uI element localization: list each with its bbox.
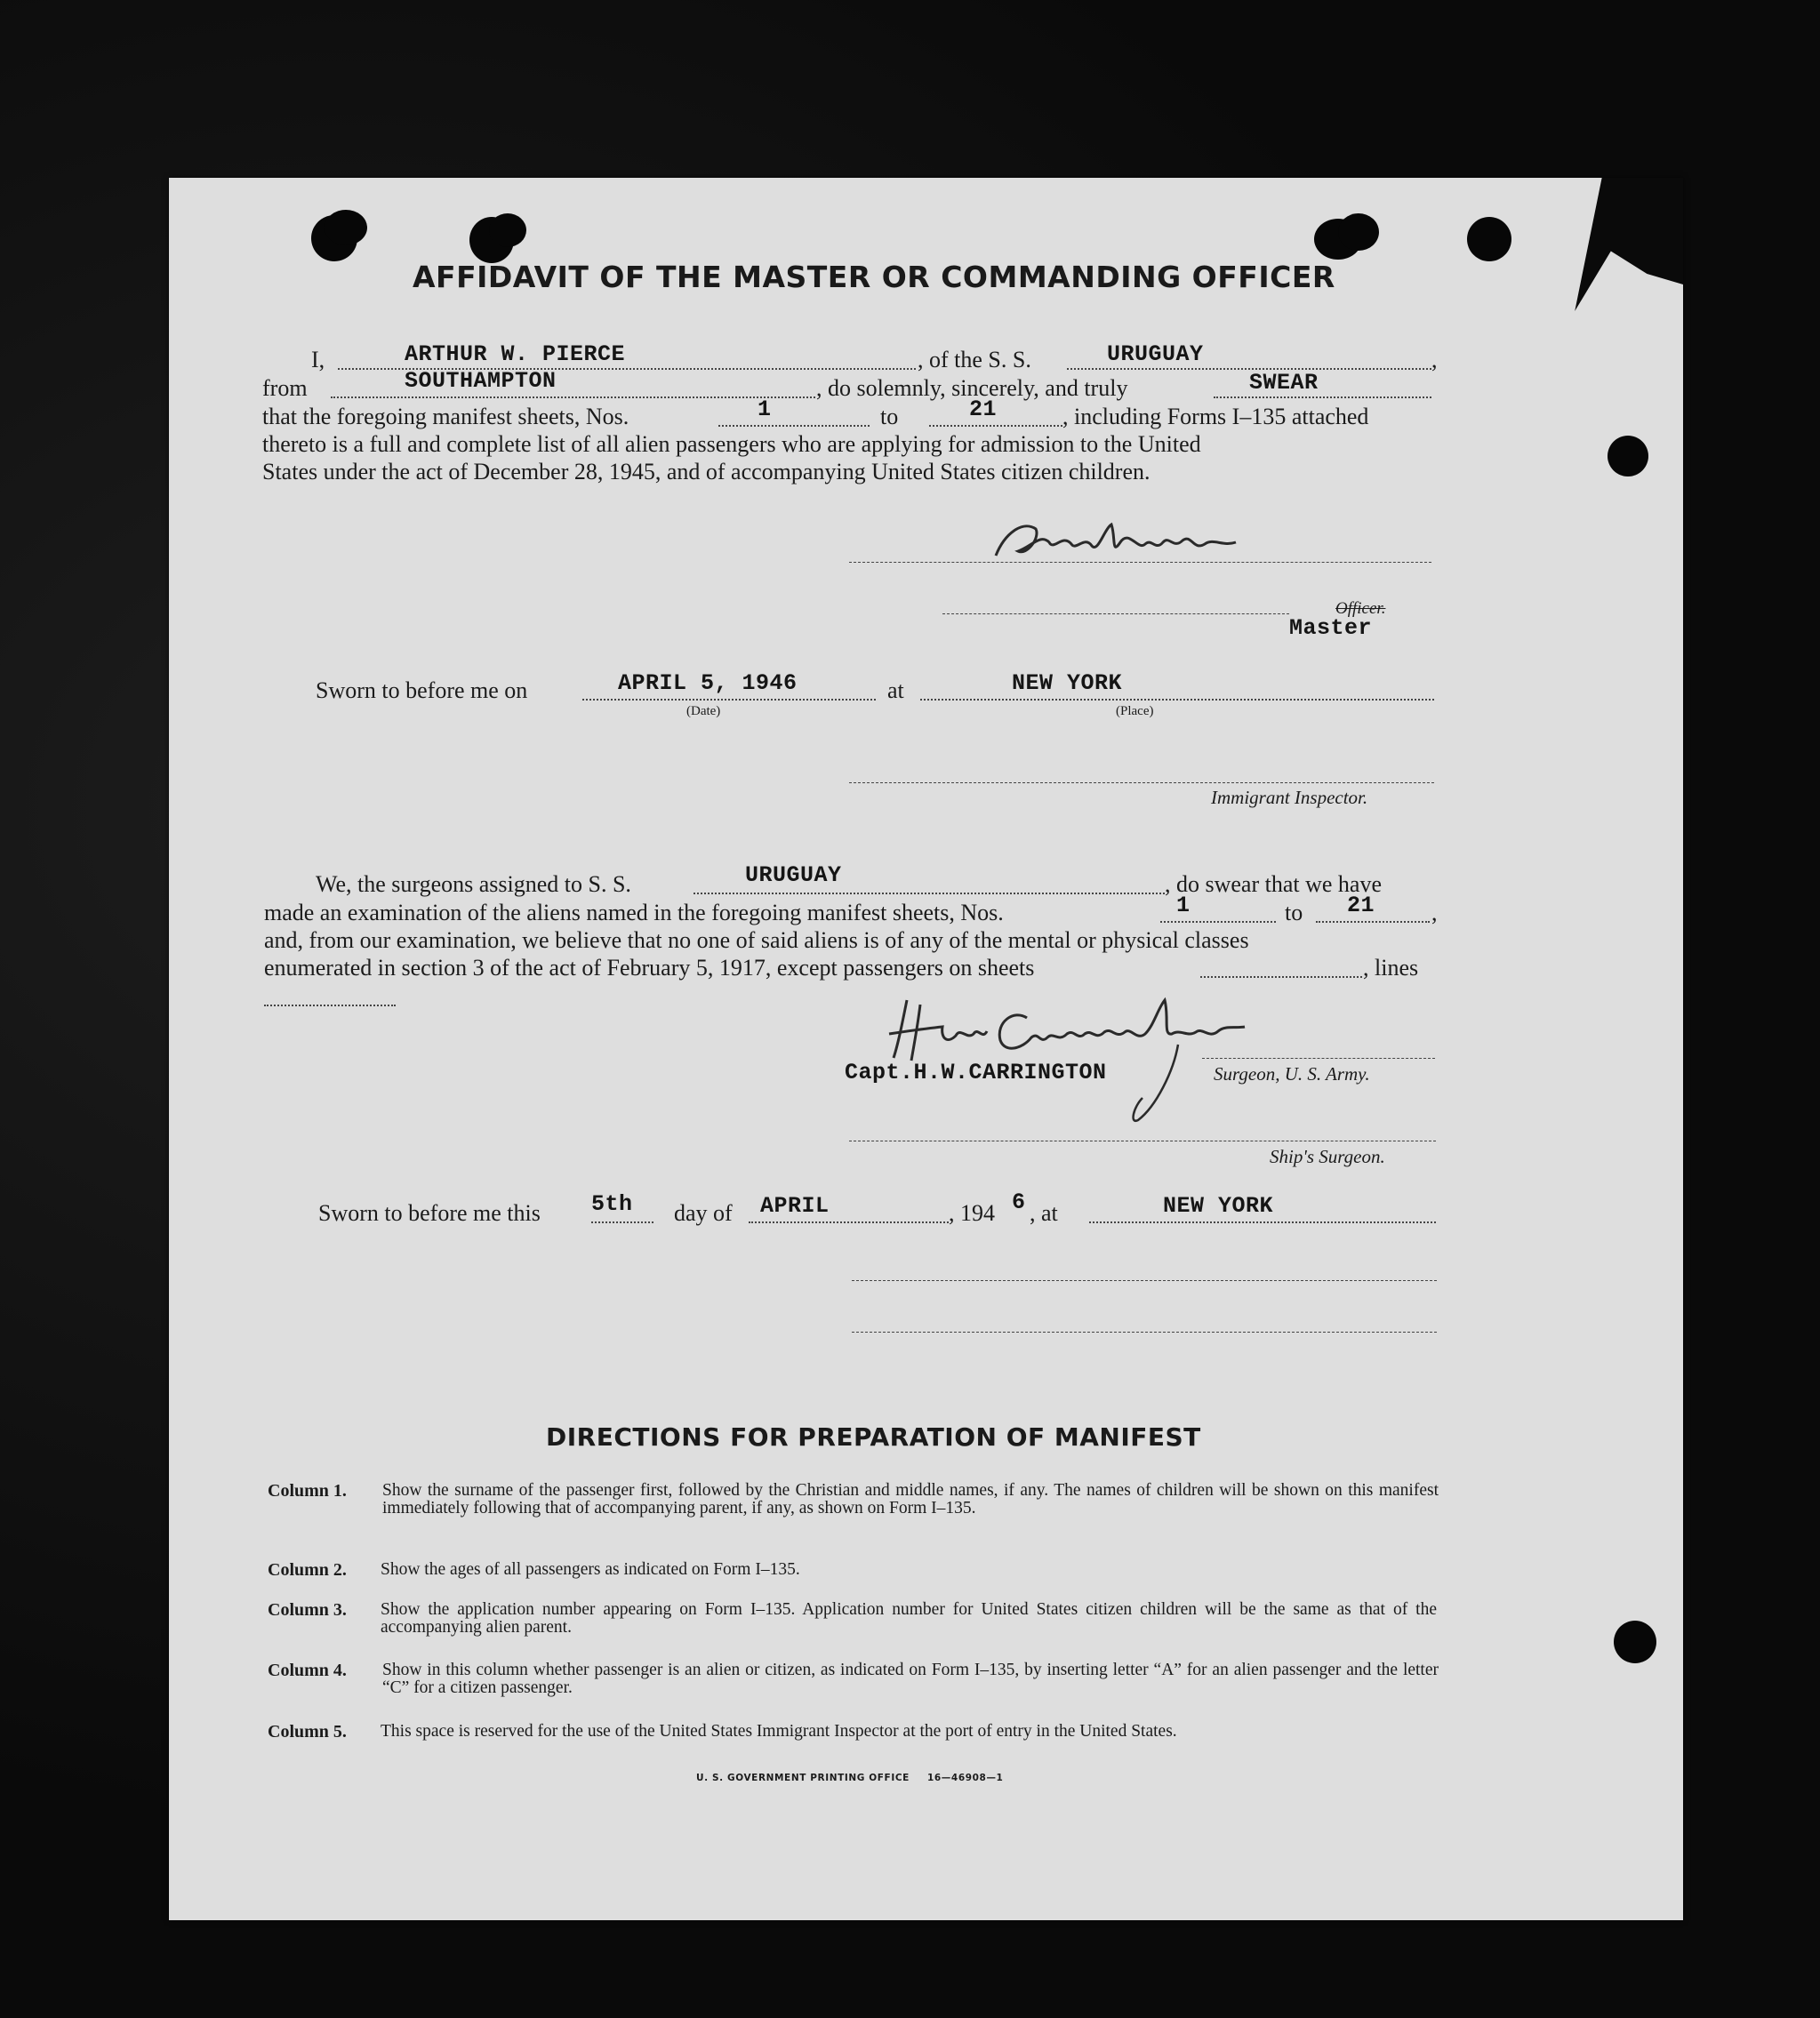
column-5-label: Column 5. <box>268 1722 347 1742</box>
punch-hole <box>489 213 526 247</box>
surgeon-to-label: to <box>1285 900 1303 925</box>
except-sheets-line <box>1200 976 1362 978</box>
sworn-at-label: at <box>887 677 904 703</box>
sworn2-day: 5th <box>591 1191 633 1217</box>
surgeon-comma: , <box>1431 900 1438 925</box>
from-label: from <box>262 375 308 401</box>
sworn2-year-digit: 6 <box>1012 1189 1026 1215</box>
surgeon-line3: and, from our examination, we believe that no one of said aliens is of any of the mental or physical classes <box>264 927 1249 953</box>
sworn2-year-prefix: , 194 <box>949 1200 995 1226</box>
column-4-text: Show in this column whether passenger is an alien or citizen, as indicated on Form I–135, by inserting letter “A” for an alien passenger and the letter “C” for a citizen passenger. <box>382 1661 1439 1697</box>
sheet-to: 21 <box>969 396 998 422</box>
manifest-sheets-text: that the foregoing manifest sheets, Nos. <box>262 404 629 429</box>
sworn-place: NEW YORK <box>1012 670 1123 696</box>
torn-corner <box>1503 178 1683 311</box>
surgeon-sheet-to-line <box>1316 921 1430 923</box>
solemnly-text: , do solemnly, sincerely, and truly <box>816 375 1128 401</box>
sworn-date: APRIL 5, 1946 <box>618 670 798 696</box>
column-3-text: Show the application number appearing on Form I–135. Application number for United States citizen children will be the same as that of the accompanying alien parent. <box>381 1600 1437 1637</box>
officer-signature-line-1 <box>852 1280 1437 1281</box>
column-4-label: Column 4. <box>268 1661 347 1680</box>
surgeon-line2-a: made an examination of the aliens named in the foregoing manifest sheets, Nos. <box>264 900 1004 925</box>
sworn2-month: APRIL <box>760 1193 830 1219</box>
column-5-text: This space is reserved for the use of the United States Immigrant Inspector at the port of entry in the United States. <box>381 1722 1177 1741</box>
date-caption: (Date) <box>686 704 721 718</box>
swear-word: SWEAR <box>1249 370 1319 396</box>
surgeon-line1-b: , do swear that we have <box>1165 871 1383 897</box>
place-caption: (Place) <box>1116 704 1154 718</box>
sworn-place-line <box>920 699 1434 701</box>
punch-hole <box>1338 213 1379 251</box>
form-number: 16—46908—1 <box>927 1773 1004 1783</box>
sworn-date-line <box>582 699 876 701</box>
punch-hole <box>1608 436 1648 476</box>
ship-surgeon-caption: Ship's Surgeon. <box>1270 1146 1385 1167</box>
act-text: States under the act of December 28, 1945, and of accompanying United States citizen children. <box>262 459 1151 484</box>
complete-list-text: thereto is a full and complete list of all alien passengers who are applying for admission to the United <box>262 431 1201 457</box>
comma: , <box>1431 347 1438 372</box>
master-title: Master <box>1289 615 1373 641</box>
master-line1-prefix: I, <box>311 347 325 372</box>
surgeon-line4-b: , lines <box>1363 955 1419 981</box>
column-1-label: Column 1. <box>268 1481 347 1501</box>
surgeon-ship: URUGUAY <box>745 862 842 888</box>
punch-hole <box>325 210 367 245</box>
from-port-line <box>331 396 815 398</box>
officer-signature-line-2 <box>852 1332 1437 1333</box>
master-signature <box>987 507 1271 569</box>
punch-hole <box>1467 217 1511 261</box>
column-3-label: Column 3. <box>268 1600 347 1620</box>
to-label: to <box>880 404 899 429</box>
sworn2-day-of: day of <box>674 1200 733 1226</box>
sworn2-day-line <box>591 1221 653 1223</box>
column-2-label: Column 2. <box>268 1560 347 1580</box>
army-caption: Surgeon, U. S. Army. <box>1214 1063 1370 1085</box>
sheet-from-line <box>718 425 870 427</box>
surgeon-sheet-from-line <box>1160 921 1276 923</box>
master-signature-line <box>849 562 1431 563</box>
master-of-ship-label: , of the S. S. <box>918 347 1031 372</box>
surgeon-line4-a: enumerated in section 3 of the act of February 5, 1917, except passengers on sheets <box>264 955 1035 981</box>
sworn2-month-line <box>749 1221 949 1223</box>
surgeon-sheet-to: 21 <box>1347 893 1375 918</box>
sworn2-place-line <box>1089 1221 1436 1223</box>
printer-footer: U. S. GOVERNMENT PRINTING OFFICE <box>696 1773 910 1783</box>
sworn2-label: Sworn to before me this <box>318 1200 541 1226</box>
ship-name: URUGUAY <box>1107 341 1204 367</box>
officer-caption: Officer. <box>1335 599 1386 618</box>
sheet-from: 1 <box>758 396 772 422</box>
sworn-label: Sworn to before me on <box>316 677 528 703</box>
forms-attached-text: , including Forms I–135 attached <box>1062 404 1369 429</box>
column-1-text: Show the surname of the passenger first, followed by the Christian and middle names, if any. The names of children will be shown on this manifest immediately following that of accompanying parent, if any, as shown on Form I–135. <box>382 1481 1439 1518</box>
affidavit-sheet <box>169 178 1683 1920</box>
column-2-text: Show the ages of all passengers as indicated on Form I–135. <box>381 1560 800 1579</box>
sheet-to-line <box>929 425 1062 427</box>
surgeon-line1-a: We, the surgeons assigned to S. S. <box>316 871 631 897</box>
sworn2-at-label: , at <box>1030 1200 1058 1226</box>
officer-line <box>942 613 1289 614</box>
sworn2-place: NEW YORK <box>1163 1193 1274 1219</box>
page-title: AFFIDAVIT OF THE MASTER OR COMMANDING OFFICER <box>413 260 1335 294</box>
surgeon-ship-line <box>694 893 1165 894</box>
inspector-line <box>849 782 1434 783</box>
directions-title: DIRECTIONS FOR PREPARATION OF MANIFEST <box>546 1422 1201 1452</box>
surgeon-name: Capt.H.W.CARRINGTON <box>845 1060 1107 1085</box>
army-signature-line <box>1202 1058 1435 1059</box>
surgeon-sheet-from: 1 <box>1176 893 1191 918</box>
swear-line <box>1214 396 1431 398</box>
master-name: ARTHUR W. PIERCE <box>405 341 626 367</box>
from-port: SOUTHAMPTON <box>405 368 557 394</box>
punch-hole <box>1614 1621 1656 1663</box>
except-lines-line <box>264 1005 396 1006</box>
inspector-caption: Immigrant Inspector. <box>1211 787 1368 808</box>
